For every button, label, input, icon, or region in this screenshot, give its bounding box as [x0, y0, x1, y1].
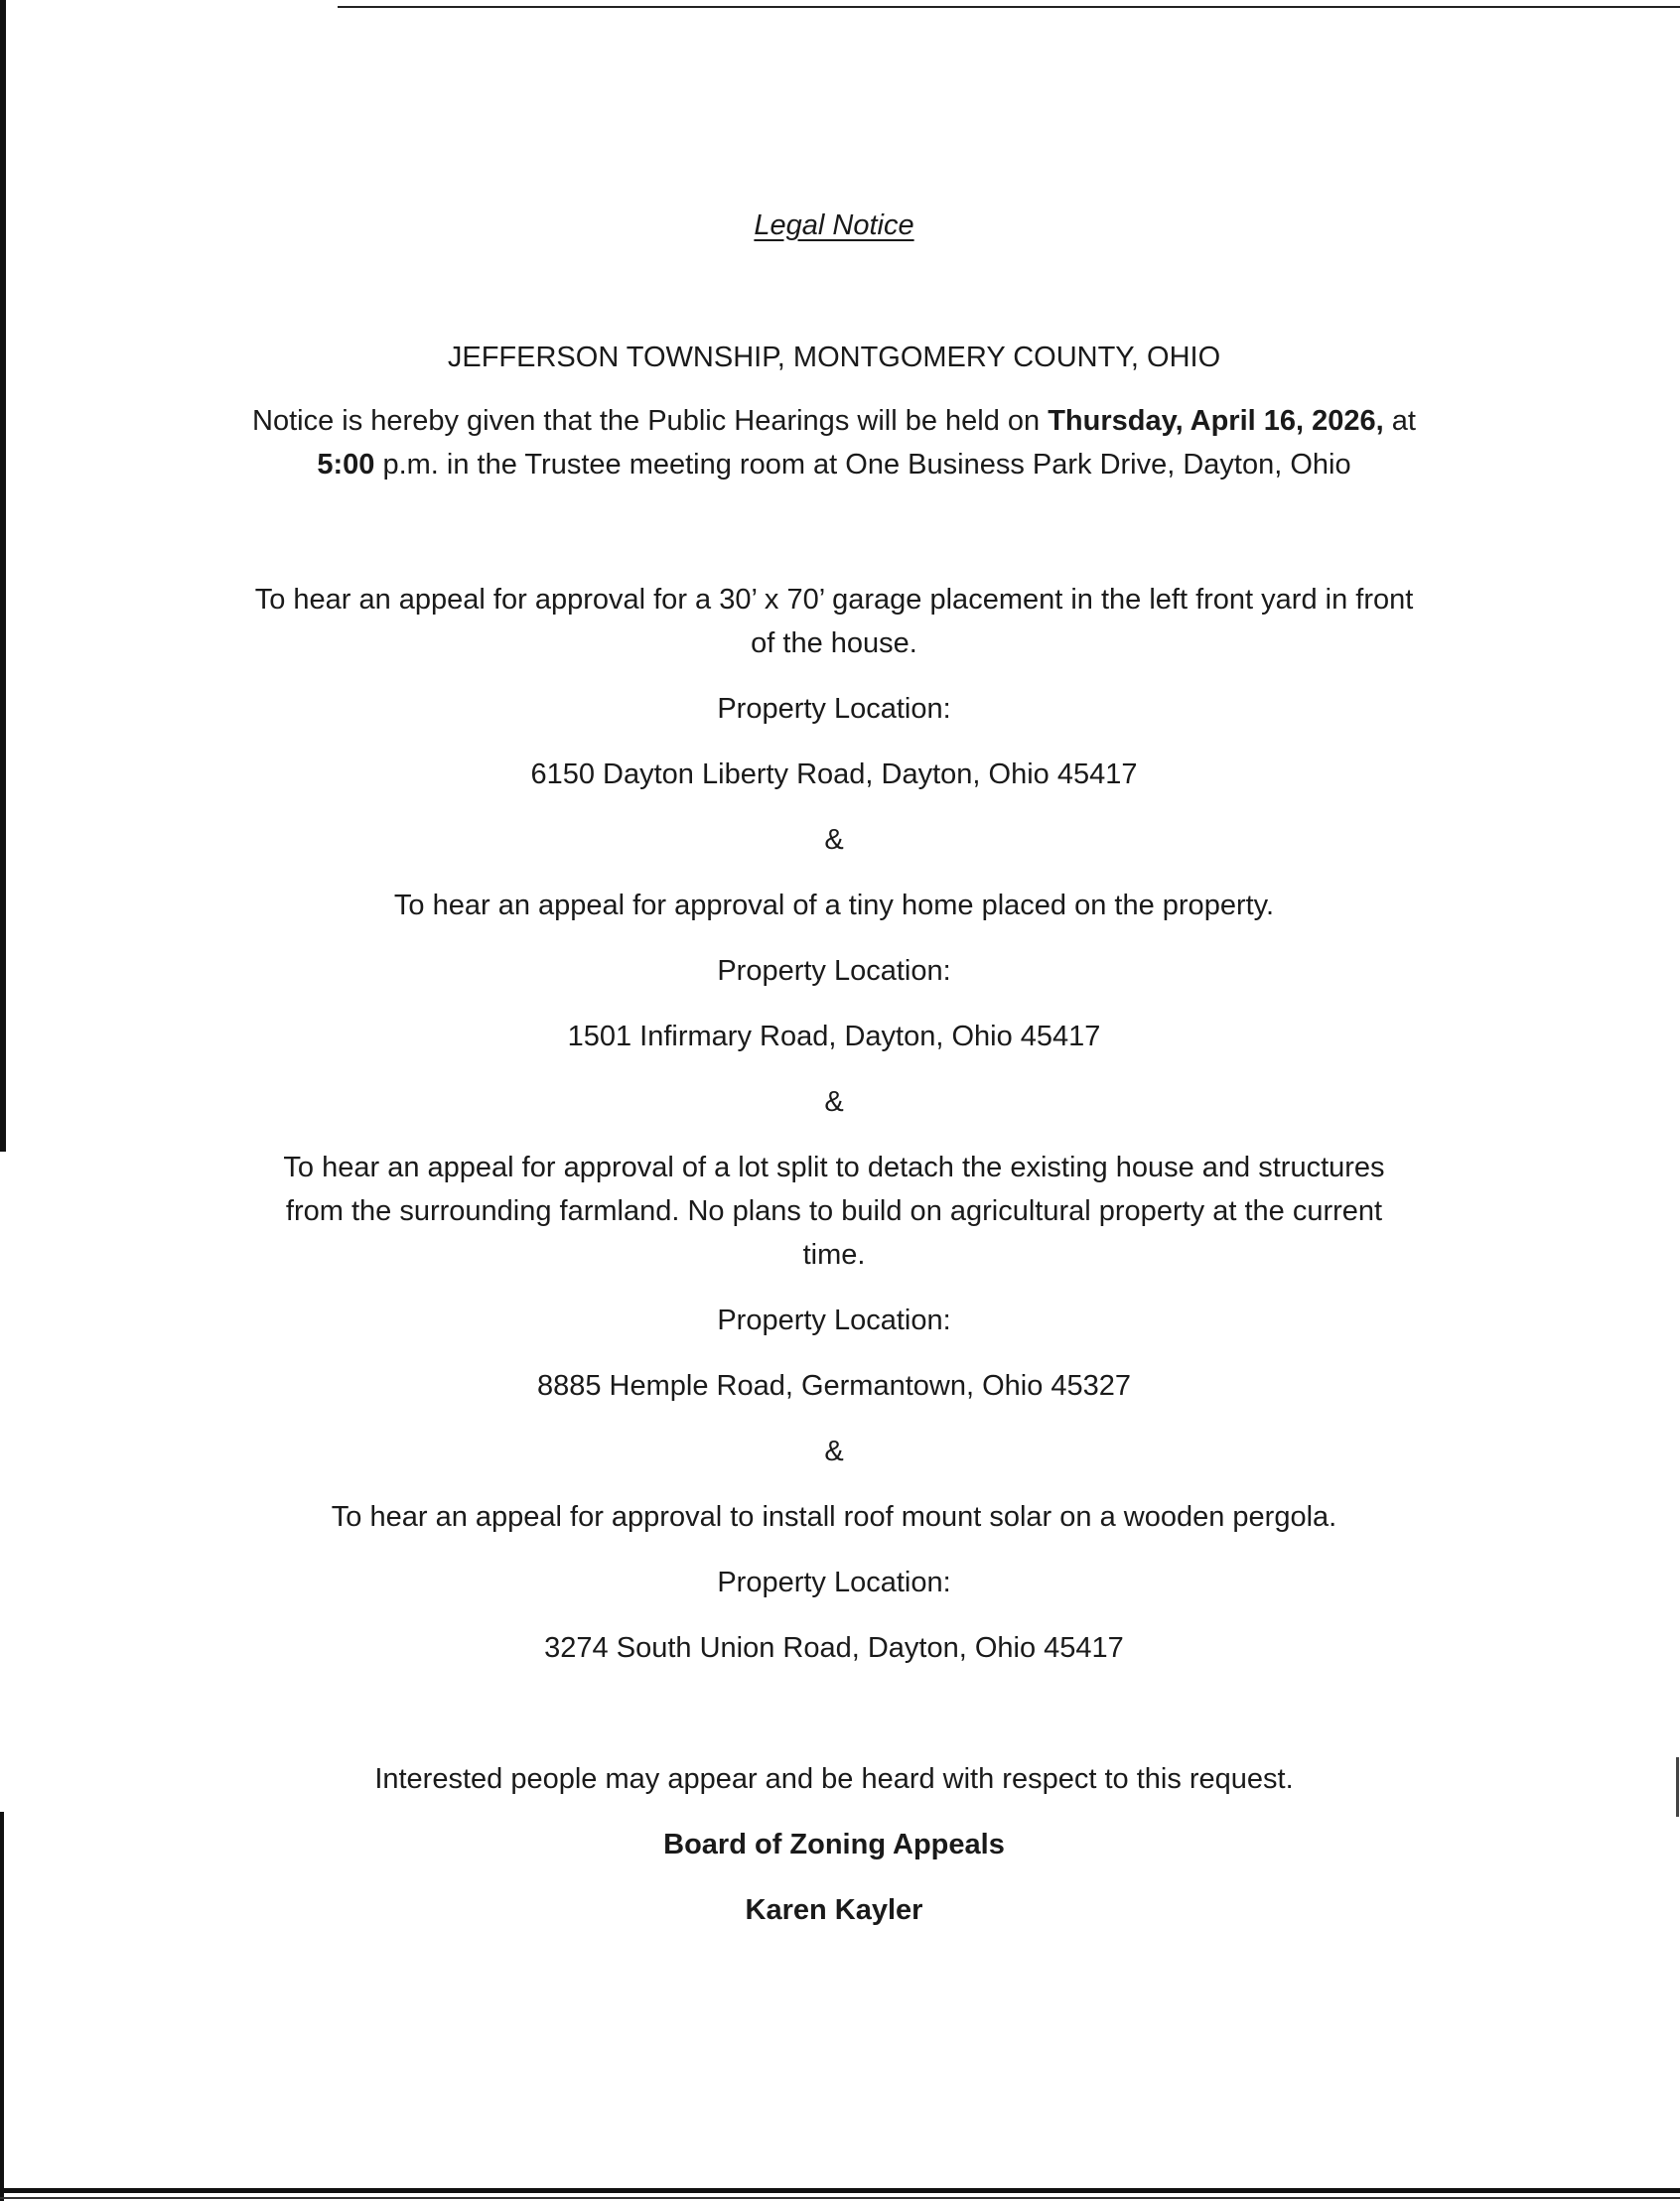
- separator-2: &: [824, 1086, 844, 1118]
- notice-title-line: [189, 204, 1479, 247]
- scan-border-left-lower: [0, 1812, 4, 2201]
- appeal-1-location-label: Property Location:: [717, 693, 951, 725]
- appeal-3-location-label: Property Location:: [717, 1305, 951, 1336]
- appeal-2-location-label: Property Location:: [717, 955, 951, 987]
- appeal-1-description-line-1: To hear an appeal for approval for a 30’ x 70’ garage placement in the left front yard in front: [254, 584, 1414, 616]
- appeal-3-address: 8885 Hemple Road, Germantown, Ohio 45327: [536, 1370, 1132, 1402]
- appeal-1-address: 6150 Dayton Liberty Road, Dayton, Ohio 45417: [530, 758, 1138, 790]
- hearing-date: Thursday, April 16, 2026,: [1048, 405, 1384, 437]
- signature-organization: Board of Zoning Appeals: [663, 1829, 1005, 1860]
- intro-text-part1: Notice is hereby given that the Public Hearings will be held on: [252, 405, 1049, 437]
- separator-3: &: [824, 1436, 844, 1467]
- appeal-1-description-line-2: of the house.: [751, 627, 917, 659]
- appeal-4-location-label: Property Location:: [717, 1567, 951, 1598]
- notice-title: Legal Notice: [754, 209, 914, 241]
- appeal-2-description-line-1: To hear an appeal for approval of a tiny home placed on the property.: [393, 890, 1275, 921]
- appeal-3-description-line-1: To hear an appeal for approval of a lot split to detach the existing house and structures: [283, 1152, 1385, 1183]
- closing-statement: Interested people may appear and be heard with respect to this request.: [374, 1763, 1294, 1795]
- appeal-4-address: 3274 South Union Road, Dayton, Ohio 45417: [544, 1632, 1124, 1664]
- hearing-time: 5:00: [317, 449, 375, 481]
- intro-text-part3: p.m. in the Trustee meeting room at One Business Park Drive, Dayton, Ohio: [374, 449, 1351, 481]
- scan-border-right-mark: [1676, 1757, 1679, 1817]
- intro-line-2: [189, 443, 1479, 486]
- scan-border-top: [338, 6, 1680, 8]
- appeal-3-description-line-3: time.: [802, 1239, 866, 1271]
- intro-text-part2: at: [1383, 405, 1416, 437]
- appeal-2-address: 1501 Infirmary Road, Dayton, Ohio 45417: [567, 1021, 1101, 1052]
- jurisdiction-heading: JEFFERSON TOWNSHIP, MONTGOMERY COUNTY, OHIO: [447, 342, 1221, 373]
- signature-name: Karen Kayler: [745, 1894, 923, 1926]
- appeal-4-description-line-1: To hear an appeal for approval to install roof mount solar on a wooden pergola.: [331, 1501, 1337, 1533]
- scan-border-bottom: [0, 2188, 1680, 2193]
- appeal-3-description-line-2: from the surrounding farmland. No plans to build on agricultural property at the current: [285, 1195, 1383, 1227]
- separator-1: &: [824, 824, 844, 856]
- scan-border-bottom-secondary: [0, 2197, 1680, 2199]
- scan-border-left: [0, 0, 6, 1152]
- intro-line-1: [189, 399, 1479, 443]
